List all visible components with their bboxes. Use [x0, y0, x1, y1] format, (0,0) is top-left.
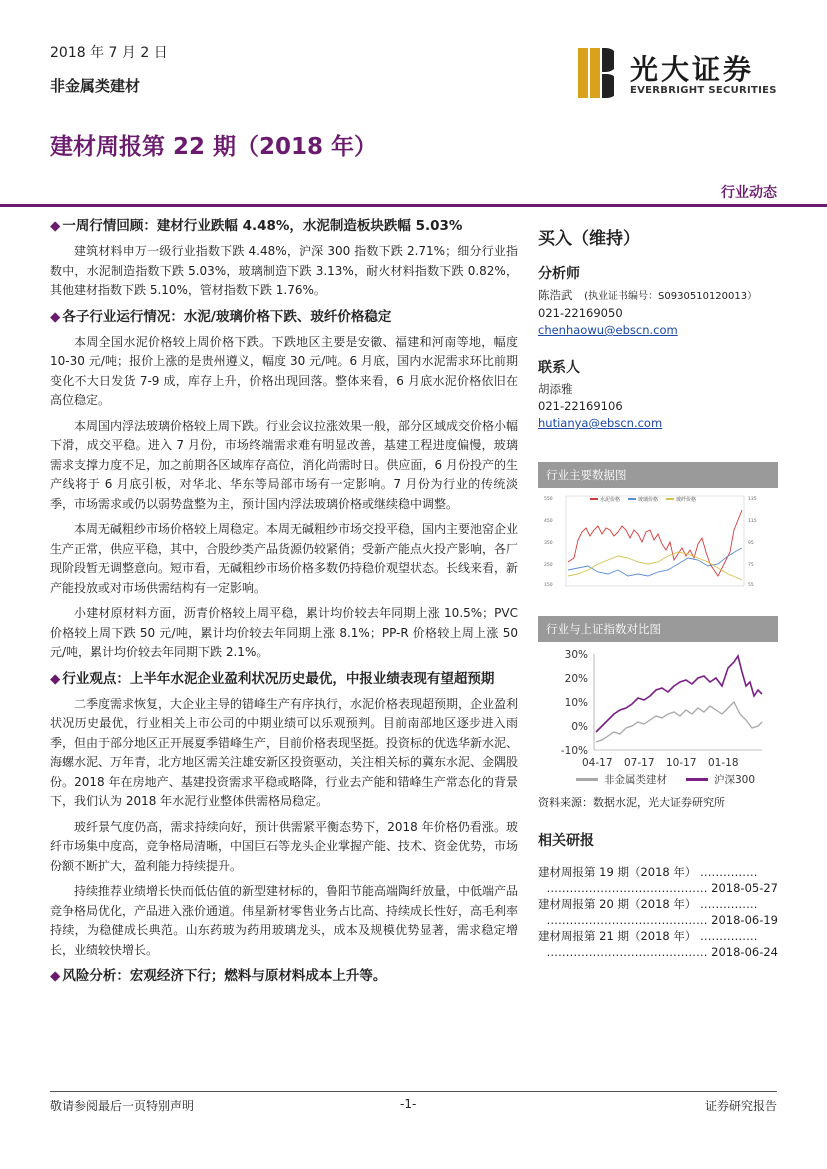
- chart2-legend: [576, 773, 755, 786]
- legend-swatch: [590, 498, 598, 500]
- chart1-legend: [590, 496, 696, 503]
- legend-swatch: [686, 778, 708, 781]
- y-tick-label: 20%: [564, 673, 588, 685]
- svg-text:550: 550: [544, 497, 553, 502]
- diamond-bullet-icon: ◆: [50, 308, 61, 325]
- chart2-box: [538, 616, 778, 810]
- everbright-logo: [578, 48, 788, 104]
- section-heading: ◆ 各子行业运行情况：水泥/玻璃价格下跌、玻纤价格稳定: [50, 308, 392, 325]
- section-heading: ◆ 行业观点：上半年水泥企业盈利状况历史最优，中报业绩表现有望超预期: [50, 670, 495, 687]
- section-heading: ◆ 风险分析：宏观经济下行；燃料与原材料成本上升等。: [50, 968, 387, 984]
- contact-heading: 联系人: [538, 360, 580, 376]
- contact-phone: 021-22169106: [538, 399, 623, 413]
- sidebar: [538, 216, 778, 960]
- industry-category: 非金属类建材: [50, 77, 141, 95]
- series-hs300-line: [596, 656, 762, 732]
- svg-text:75: 75: [748, 563, 754, 568]
- everbright-logo-icon: [578, 48, 614, 98]
- section-weekly-review: [50, 216, 518, 301]
- y-tick-label: 0%: [571, 721, 588, 733]
- chart1-title: 行业主要数据图: [538, 462, 778, 488]
- x-tick-label: 01-18: [708, 757, 739, 769]
- x-tick-label: 04-17: [582, 757, 613, 769]
- svg-text:350: 350: [544, 541, 553, 546]
- diamond-bullet-icon: ◆: [50, 218, 61, 234]
- footer-report-type: 证券研究报告: [704, 1099, 777, 1113]
- analyst-heading: 分析师: [538, 266, 580, 282]
- y-tick-label: 10%: [564, 697, 588, 709]
- section-industry-view: [50, 669, 518, 961]
- chart1-box: [538, 462, 778, 600]
- paragraph: 持续推荐业绩增长快而低估值的新型建材标的，鲁阳节能高端陶纤放量，中低端产品竞争格局优化，产品进入涨价通道。伟星新材零售业务占比高、持续成长性好，高毛利率持续，为稳健成长典范。山东药玻为药用玻璃龙头，成本及规模优势显著，需求稳定增长，业绩较快增长。: [50, 884, 519, 957]
- legend-swatch: [628, 498, 636, 500]
- x-tick-label: 07-17: [624, 757, 655, 769]
- analyst-phone: 021-22169050: [538, 306, 623, 320]
- paragraph: 建筑材料申万一级行业指数下跌 4.48%，沪深 300 指数下跌 2.71%；细分行业指数中，水泥制造指数下跌 5.03%，玻璃制造下跌 3.13%，耐火材料指数下跌 0.82%，其他建材指数下跌 5.10%，管材指数下跌 1.76%。: [50, 244, 518, 297]
- section-subindustry: [50, 307, 518, 663]
- paragraph: 本周无碱粗纱市场价格较上周稳定。本周无碱粗纱市场交投平稳，国内主要池窑企业生产正常，供应平稳，其中，合股纱类产品货源仍较紧俏；受新产能点火投产影响，各厂现阶段暂无调整意向。短市看，无碱粗纱市场价格多数仍持稳价观望状态。长线来看，新产能投放或对市场供需结构有一定影响。: [50, 522, 519, 595]
- svg-text:55: 55: [748, 583, 754, 588]
- industry-data-chart: [538, 490, 778, 596]
- paragraph: 玻纤景气度仍高，需求持续向好，预计供需紧平衡态势下，2018 年价格仍看涨。玻纤市场集中度高，竞争格局清晰，中国巨石等龙头企业掌握产能、技术、资金优势，市场份额不断扩大，盈利能力持续提升。: [50, 819, 519, 873]
- legend-swatch: [666, 498, 674, 500]
- related-report-link[interactable]: 建材周报第 19 期（2018 年） …………… …………………………………… 2018-05-27: [538, 865, 778, 895]
- rating: 买入（维持）: [538, 229, 640, 249]
- paragraph: 本周全国水泥价格较上周价格下跌。下跌地区主要是安徽、福建和河南等地，幅度 10-30 元/吨；报价上涨的是贵州遵义，幅度 30 元/吨。6 月底，国内水泥需求环比前期变化不大日发货 7-9 成，库存上升，价格出现回落。整体来看，6 月底水泥价格依旧在高位稳定。: [50, 334, 518, 407]
- legend-label: 水泥价格: [600, 497, 621, 503]
- chart-source: 资料来源：数据水泥，光大证券研究所: [538, 796, 725, 809]
- y-tick-label: 30%: [564, 649, 588, 661]
- legend-label: 玻璃价格: [638, 497, 659, 503]
- diamond-bullet-icon: ◆: [50, 670, 61, 687]
- report-title: 建材周报第 22 期（2018 年）: [50, 134, 378, 160]
- analyst-name: 陈浩武: [538, 288, 573, 302]
- analyst-line: [538, 287, 778, 305]
- index-compare-chart: [538, 642, 778, 788]
- svg-text:150: 150: [544, 583, 553, 588]
- legend-swatch: [576, 778, 598, 781]
- svg-text:250: 250: [544, 563, 553, 568]
- y-tick-label: -10%: [560, 745, 588, 757]
- main-content: [50, 216, 518, 992]
- related-reports-list: [538, 864, 778, 960]
- paragraph: 本周国内浮法玻璃价格较上周下跌。行业会议拉涨效果一般，部分区域成交价格小幅下滑，成交平稳。进入 7 月份，市场终端需求难有明显改善，基建工程进度偏慢，玻璃需求支撑力度不足，加之前期各区域库存高位，消化尚需时日。供应面，6 月份投产的生产线将于 6 月底引板，对华北、华东等局部市场有一定影响。7 月份为行业的传统淡季，市场需求或仍以弱势盘整为主，预计国内浮法玻璃价格或继续稳中调整。: [50, 418, 519, 511]
- contact-email-link[interactable]: hutianya@ebscn.com: [538, 416, 663, 430]
- report-type-tag: 行业动态: [721, 185, 777, 201]
- contact-name: 胡添雅: [538, 382, 573, 396]
- svg-text:135: 135: [748, 497, 757, 502]
- related-report-link[interactable]: 建材周报第 21 期（2018 年） …………… …………………………………… 2018-06-24: [538, 929, 778, 959]
- legend-label: 玻纤价格: [676, 497, 697, 503]
- logo-text-en: EVERBRIGHT SECURITIES: [630, 85, 777, 96]
- header-divider: [0, 204, 827, 207]
- legend-label: 沪深300: [714, 774, 756, 786]
- series-nonmetal-line: [596, 702, 762, 742]
- section-heading: ◆ 一周行情回顾：建材行业跌幅 4.48%，水泥制造板块跌幅 5.03%: [50, 218, 463, 234]
- svg-text:115: 115: [748, 519, 757, 524]
- footer-disclaimer: 敬请参阅最后一页特别声明: [50, 1099, 195, 1113]
- footer-divider: [50, 1091, 777, 1092]
- x-tick-label: 10-17: [666, 757, 697, 769]
- related-heading: 相关研报: [538, 833, 594, 849]
- paragraph: 小建材原材料方面，沥青价格较上周平稳，累计均价较去年同期上涨 10.5%；PVC 价格较上周下跌 50 元/吨，累计均价较去年同期上涨 8.1%；PP-R 价格较上周上涨 50 元/吨，累计均价较去年同期下跌 2.1%。: [50, 606, 518, 659]
- diamond-bullet-icon: ◆: [50, 968, 61, 984]
- analyst-cert: (执业证书编号：S0930510120013）: [584, 291, 758, 302]
- page-number: -1-: [400, 1097, 417, 1111]
- section-risk: [50, 966, 518, 986]
- related-report-link[interactable]: 建材周报第 20 期（2018 年） …………… …………………………………… 2018-06-19: [538, 897, 778, 927]
- report-date: 2018 年 7 月 2 日: [50, 45, 168, 61]
- logo-text-cn: 光大证券: [630, 53, 755, 86]
- svg-text:95: 95: [748, 541, 754, 546]
- paragraph: 二季度需求恢复，大企业主导的错峰生产有序执行，水泥价格表现超预期，企业盈利状况历史最优，行业相关上市公司的中期业绩可以乐观预判。目前南部地区逐步进入雨季，但由于部分地区正开展夏季错峰生产，目前价格表现坚挺。投资标的优选华新水泥、海螺水泥、万年青，北方地区需关注雄安新区投资驱动，关注相关标的冀东水泥、金隅股份。2018 年在房地产、基建投资需求平稳或略降，行业去产能和错峰生产常态化的背景下，我们认为 2018 年水泥行业整体供需格局稳定。: [50, 696, 519, 808]
- analyst-email-link[interactable]: chenhaowu@ebscn.com: [538, 323, 678, 337]
- svg-text:450: 450: [544, 519, 553, 524]
- legend-label: 非金属类建材: [604, 774, 667, 786]
- chart2-title: 行业与上证指数对比图: [538, 616, 778, 642]
